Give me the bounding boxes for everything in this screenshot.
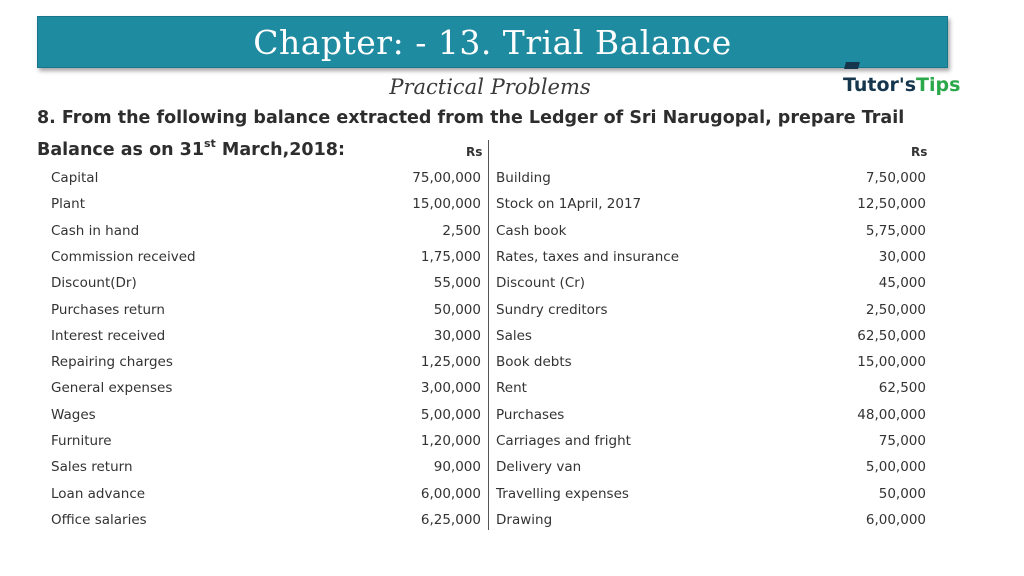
right-account-name: Rates, taxes and insurance: [496, 248, 680, 265]
left-account-name: Office salaries: [51, 511, 147, 528]
right-account-amount: 7,50,000: [865, 170, 926, 186]
tutors-tips-logo: [843, 70, 960, 96]
left-account-amount: 6,25,000: [420, 511, 481, 528]
right-account-amount: 62,50,000: [857, 327, 926, 344]
right-account-name: Book debts: [496, 354, 572, 371]
chapter-title: Chapter: - 13. Trial Balance: [253, 22, 732, 62]
left-account-amount: 5,00,000: [420, 406, 481, 423]
problem-line-2: [37, 131, 937, 163]
table-row: [0, 245, 1024, 271]
right-account-amount: 50,000: [878, 485, 926, 502]
table-row: [0, 219, 1024, 245]
right-account-name: Travelling expenses: [496, 485, 629, 502]
table-row: [0, 403, 1024, 429]
right-account-name: Sales: [496, 327, 532, 344]
problem-statement: [37, 105, 937, 163]
graduation-cap-icon: [844, 62, 860, 69]
left-account-name: Repairing charges: [51, 354, 173, 371]
right-account-amount: 75,000: [878, 433, 926, 449]
left-account-name: Interest received: [51, 327, 166, 344]
table-row: [0, 482, 1024, 508]
right-account-name: Rent: [496, 380, 527, 397]
right-account-amount: 12,50,000: [857, 196, 926, 213]
left-account-amount: 90,000: [433, 459, 481, 476]
right-account-amount: 2,50,000: [865, 301, 926, 318]
table-row: [0, 455, 1024, 481]
problem-line-2-sup: st: [204, 137, 216, 150]
right-currency-header: Rs: [911, 145, 928, 159]
right-account-amount: 5,75,000: [865, 222, 926, 239]
table-row: [0, 192, 1024, 218]
right-account-amount: 5,00,000: [865, 459, 926, 476]
chapter-banner: [37, 16, 948, 68]
right-account-name: Sundry creditors: [496, 301, 608, 318]
left-account-amount: 50,000: [433, 301, 481, 318]
left-account-amount: 30,000: [433, 327, 481, 344]
left-account-name: Capital: [51, 170, 99, 186]
problem-line-2-pre: Balance as on 31: [37, 140, 204, 160]
left-account-amount: 6,00,000: [420, 485, 481, 502]
left-account-amount: 1,25,000: [420, 354, 481, 371]
right-account-amount: 6,00,000: [865, 511, 926, 528]
table-row: [0, 376, 1024, 402]
table-row: [0, 298, 1024, 324]
table-row: [0, 271, 1024, 297]
right-account-amount: 48,00,000: [857, 406, 926, 423]
right-account-name: Stock on 1April, 2017: [496, 196, 642, 213]
problem-line-1: 8. From the following balance extracted from the Ledger of Sri Narugopal, prepare Trail: [37, 108, 905, 128]
right-account-name: Carriages and fright: [496, 433, 631, 449]
right-account-name: Purchases: [496, 406, 565, 423]
right-account-name: Building: [496, 170, 551, 186]
left-account-name: General expenses: [51, 380, 173, 397]
left-account-name: Furniture: [51, 433, 112, 449]
right-account-amount: 45,000: [878, 275, 926, 292]
left-account-name: Loan advance: [51, 485, 146, 502]
problem-line-2-post: March,2018:: [215, 140, 345, 160]
left-account-amount: 55,000: [433, 275, 481, 292]
left-account-amount: 15,00,000: [412, 196, 481, 213]
table-row: [0, 350, 1024, 376]
right-account-amount: 30,000: [878, 248, 926, 265]
left-account-amount: 75,00,000: [412, 170, 481, 186]
left-account-name: Cash in hand: [51, 222, 140, 239]
left-account-amount: 2,500: [442, 222, 481, 239]
left-account-name: Purchases return: [51, 301, 165, 318]
left-account-name: Sales return: [51, 459, 133, 476]
right-account-name: Drawing: [496, 511, 553, 528]
right-account-amount: 15,00,000: [857, 354, 926, 371]
subtitle: Practical Problems: [389, 75, 591, 99]
left-account-name: Wages: [51, 406, 96, 423]
table-row: [0, 166, 1024, 192]
left-account-name: Discount(Dr): [51, 275, 137, 292]
right-account-name: Delivery van: [496, 459, 582, 476]
right-account-name: Discount (Cr): [496, 275, 586, 292]
left-account-amount: 3,00,000: [420, 380, 481, 397]
logo-text-part2: Tips: [916, 74, 961, 96]
table-row: [0, 324, 1024, 350]
right-account-name: Cash book: [496, 222, 567, 239]
left-account-amount: 1,75,000: [420, 248, 481, 265]
left-account-name: Commission received: [51, 248, 196, 265]
right-account-amount: 62,500: [878, 380, 926, 397]
left-currency-header: Rs: [466, 145, 483, 159]
table-row: [0, 508, 1024, 534]
left-account-name: Plant: [51, 196, 86, 213]
table-row: [0, 429, 1024, 455]
left-account-amount: 1,20,000: [420, 433, 481, 449]
logo-text-part1: Tutor's: [843, 74, 917, 96]
